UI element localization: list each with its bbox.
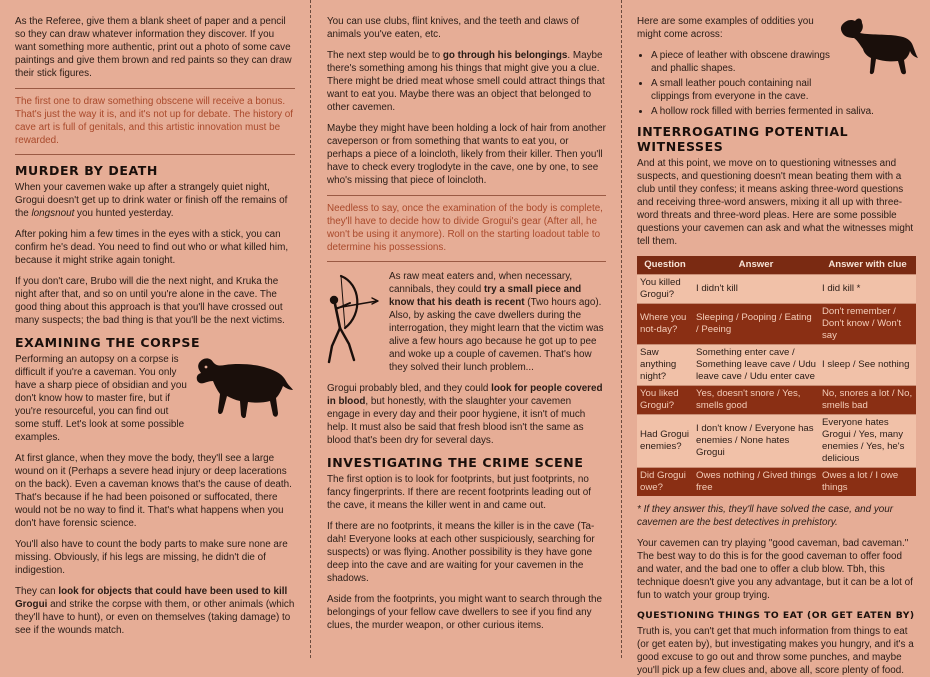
paragraph: If you don't care, Brubo will die the next night, and Kruka the night after that, and so on until you're alone in the cave. The good thing about this approach is that you'll have crossed out many suspects; the bad thing is that you'll be the next victims. [15,276,285,326]
paragraph: Performing an autopsy on a corpse is difficult if you're a caveman. You only have a sharp piece of obsidian and you don't know how to master fire, but if you're resourceful, you can find out some stuff. Let's look at some possible examples. [15,354,187,443]
table-cell: Had Grogui enemies? [637,415,693,468]
paragraph: If there are no footprints, it means the killer is in the cave (Ta-dah! Everyone looks at each other suspiciously, searching for suspects) or was flying. Another possibility is they have gone deep into the cave and are waiting for your cavemen in the shadows. [327,521,595,584]
callout-box: The first one to draw something obscene will receive a bonus. That's just the way it is, and it's not up for debate. The history of cave art is full of genitals, and this artistic innovation must be rewarded. [15,88,295,155]
table-row [637,386,916,415]
table-header: Question [637,256,693,275]
table-header: Answer with clue [819,256,916,275]
table-row [637,345,916,386]
table-cell: Owes a lot / I owe things [819,468,916,497]
table-cell: I don't know / Everyone has enemies / None hates Grogui [693,415,819,468]
table-footnote: * If they answer this, they'll have solved the case, and your cavemen are the best detectives in prehistory. [637,504,894,528]
table-cell: Everyone hates Grogui / Yes, many enemies / Yes, he's delicious [819,415,916,468]
paragraph: Here are some examples of oddities you might come across: [637,16,814,40]
paragraph: The next step would be to go through his belongings. Maybe there's something among his things that might give you a clue. There might be dried meat whose smell could attract things that want to eat you. Maybe there was an object that belonged to other cavemen. [327,50,605,113]
beast-illustration [838,15,918,79]
paragraph: And at this point, we move on to questioning witnesses and suspects, and questioning doesn't mean beating them with a club until they confess; it means asking three-word questions and receiving three-word answers, mixing it all up with three-word threats and three-word pleas. Here are some possible questions your cavemen can ask and what the witnesses might tell them. [637,158,914,247]
paragraph: Aside from the footprints, you might want to search through the belongings of your fellow cave dwellers to see if you find any clues, the murder weapon, or other curious items. [327,594,603,631]
list-item: • A small leather pouch containing nail clippings from everyone in the cave. [651,77,916,103]
table-cell: Something enter cave / Something leave cave / Udu leave cave / Udu enter cave [693,345,819,386]
paragraph: Maybe they might have been holding a lock of hair from another caveperson or from something that wants to eat you, or perhaps a piece of a loincloth, likely from their killer. Then you'll have to check every troglodyte in the cave, one by one, to see who's missing that piece of loincloth. [327,123,606,186]
table-row [637,415,916,468]
table-cell: Where you not-day? [637,304,693,345]
archer-illustration [327,270,383,369]
paragraph: The first option is to look for footprints, but just footprints, no fancy fingerprints. If there are recent footprints leading out of the cave, it means the killer went in and came out. [327,474,592,511]
table-cell: You killed Grogui? [637,275,693,304]
column-2 [311,0,621,658]
table-row [637,275,916,304]
paragraph: Grogui probably bled, and they could look for people covered in blood, but honestly, with the slaughter your cavemen engage in every day and their poor hygiene, it isn't of much help. It must also be said that fresh blood isn't the same as blood that's been dry for several days. [327,383,603,446]
table-row [637,304,916,345]
paragraph: At first glance, when they move the body, they'll see a large wound on it (Perhaps a severe head injury or deep lacerations on the back). Even a caveman knows that's the cause of death. That's because if he had been poisoned or suffocated, there would not be no way to find it. That's what happens when you don't have forensic science. [15,453,292,529]
animal-silhouette-icon [838,15,918,75]
paragraph: Your cavemen can try playing "good caveman, bad caveman." The best way to do this is for the good caveman to offer food and water, and the bad one to offer a club blow. Tbh, this technique doesn't give you any advantage, but it can be a lot of fun to watch your group trying. [637,538,913,601]
list-item: • A piece of leather with obscene drawings and phallic shapes. [651,49,916,75]
table-cell: I did kill * [819,275,916,304]
paragraph: As the Referee, give them a blank sheet of paper and a pencil so they can draw whatever information they discover. If you want something more authentic, print out a photo of some cave paintings and give them brown and red paints so they can draw their stick figures. [15,16,292,79]
table-row [637,468,916,497]
column-3 [622,0,930,676]
table-header: Answer [693,256,819,275]
section-heading-examining: EXAMINING THE CORPSE [15,335,201,350]
callout-box: Needless to say, once the examination of the body is complete, they'll have to decide how to divide Grogui's gear (After all, he won't be using it anymore). Roll on the starting loadout table to determine his possessions. [327,195,606,262]
table-cell: Sleeping / Pooping / Eating / Peeing [693,304,819,345]
paragraph: After poking him a few times in the eyes with a stick, you can confirm he's dead. You need to find out who or what killed him, because it might strike again tonight. [15,229,289,266]
paragraph: You'll also have to count the body parts to make sure none are missing. Obviously, if his legs are missing, he didn't die of indigestion. [15,539,288,576]
table-cell: Yes, doesn't snore / Yes, smells good [693,386,819,415]
paragraph: Truth is, you can't get that much information from things to eat (or get eaten by), but investigating makes you hungry, and it's a good excuse to go out and throw some punches, and maybe you'll pick up a few clues and, above all, score plenty of food. [637,626,914,676]
table-cell: Owes nothing / Gived things free [693,468,819,497]
section-heading-questioning: QUESTIONING THINGS TO EAT (OR GET EATEN BY) [637,610,915,621]
section-heading-murder: MURDER BY DEATH [15,163,158,178]
table-header-row [637,256,916,275]
paragraph: They can look for objects that could have been used to kill Grogui and strike the corpse with them, or other animals (which they'll have to hunt), or even on themselves (taking damage) to see if the wounds match. [15,586,295,636]
cave-beast-illustration [193,353,295,427]
list-item: • A hollow rock filled with berries fermented in saliva. [651,105,916,118]
section-heading-investigating: INVESTIGATING THE CRIME SCENE [327,455,584,470]
interrogation-table [637,256,916,496]
table-cell: I didn't kill [693,275,819,304]
paragraph: As raw meat eaters and, when necessary, cannibals, they could try a small piece and know that his death is recent (Two hours ago). Also, by asking the cave dwellers during the interrogation, they might learn that the victim was alive a few hours ago because he got up to pee and woke up a couple of cavemen. That's how they solved their lunch problem... [389,271,604,373]
table-cell: Did Grogui owe? [637,468,693,497]
stick-figure-archer-icon [327,270,383,365]
section-heading-interrogating: INTERROGATING POTENTIAL WITNESSES [637,124,849,154]
table-cell: You liked Grogui? [637,386,693,415]
paragraph: When your cavemen wake up after a strangely quiet night, Grogui doesn't get up to drink water or finish off the remains of the longsnout you hunted yesterday. [15,182,288,219]
column-1 [0,0,310,658]
table-cell: Don't remember / Don't know / Won't say [819,304,916,345]
table-cell: I sleep / See nothing [819,345,916,386]
animal-silhouette-icon [193,353,295,423]
paragraph: You can use clubs, flint knives, and the teeth and claws of animals you've eaten, etc. [327,16,580,40]
table-cell: Saw anything night? [637,345,693,386]
table-cell: No, snores a lot / No, smells bad [819,386,916,415]
